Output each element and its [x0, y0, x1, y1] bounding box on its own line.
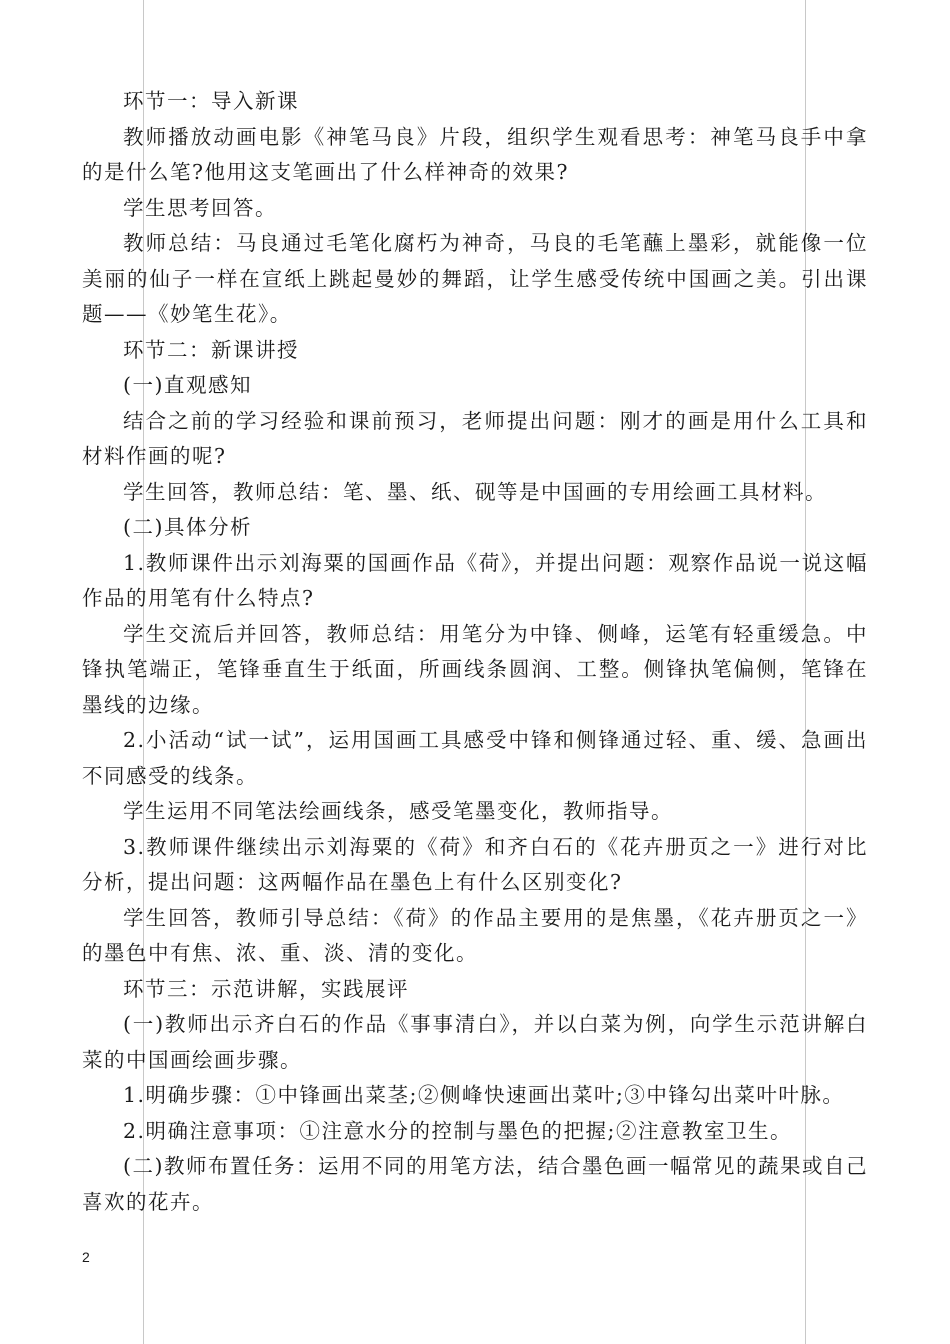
paragraph: (一)教师出示齐白石的作品《事事清白》，并以白菜为例，向学生示范讲解白菜的中国画绘画步骤。	[82, 1012, 868, 1072]
paragraph: 1.明确步骤：①中锋画出菜茎;②侧峰快速画出菜叶;③中锋勾出菜叶叶脉。	[123, 1083, 845, 1107]
paragraph: 学生运用不同笔法绘画线条，感受笔墨变化，教师指导。	[123, 799, 673, 823]
page-number: 2	[82, 1249, 90, 1265]
paragraph: 学生思考回答。	[123, 195, 277, 220]
paragraph: 1.教师课件出示刘海粟的国画作品《荷》，并提出问题：观察作品说一说这幅作品的用笔有什么特点?	[82, 550, 868, 610]
paragraph: (二)教师布置任务：运用不同的用笔方法，结合墨色画一幅常见的蔬果或自己喜欢的花卉。	[82, 1154, 868, 1214]
section-heading-1: 环节一：导入新课	[123, 89, 299, 113]
paragraph: 2.明确注意事项：①注意水分的控制与墨色的把握;②注意教室卫生。	[123, 1118, 792, 1143]
section-heading-3: 环节三：示范讲解，实践展评	[123, 976, 409, 1001]
paragraph: 学生回答，教师总结：笔、墨、纸、砚等是中国画的专用绘画工具材料。	[123, 479, 827, 504]
paragraph: 学生交流后并回答，教师总结：用笔分为中锋、侧峰，运笔有轻重缓急。中锋执笔端正，笔锋垂直生于纸面，所画线条圆润、工整。侧锋执笔偏侧，笔锋在墨线的边缘。	[82, 621, 868, 717]
paragraph: 3.教师课件继续出示刘海粟的《荷》和齐白石的《花卉册页之一》进行对比分析，提出问题：这两幅作品在墨色上有什么区别变化?	[82, 834, 868, 894]
paragraph: 教师播放动画电影《神笔马良》片段，组织学生观看思考：神笔马良手中拿的是什么笔?他用这支笔画出了什么样神奇的效果?	[82, 124, 868, 184]
document-body	[82, 84, 868, 1220]
paragraph: 教师总结：马良通过毛笔化腐朽为神奇，马良的毛笔蘸上墨彩，就能像一位美丽的仙子一样在宣纸上跳起曼妙的舞蹈，让学生感受传统中国画之美。引出课题——《妙笔生花》。	[82, 231, 868, 326]
subsection-heading: (二)具体分析	[123, 515, 252, 539]
subsection-heading: (一)直观感知	[123, 373, 252, 397]
paragraph: 2.小活动“试一试”，运用国画工具感受中锋和侧锋通过轻、重、缓、急画出不同感受的线条。	[82, 728, 868, 788]
paragraph: 学生回答，教师引导总结：《荷》的作品主要用的是焦墨，《花卉册页之一》的墨色中有焦、浓、重、淡、清的变化。	[82, 905, 868, 965]
paragraph: 结合之前的学习经验和课前预习，老师提出问题：刚才的画是用什么工具和材料作画的呢?	[82, 408, 868, 468]
section-heading-2: 环节二：新课讲授	[123, 337, 299, 362]
